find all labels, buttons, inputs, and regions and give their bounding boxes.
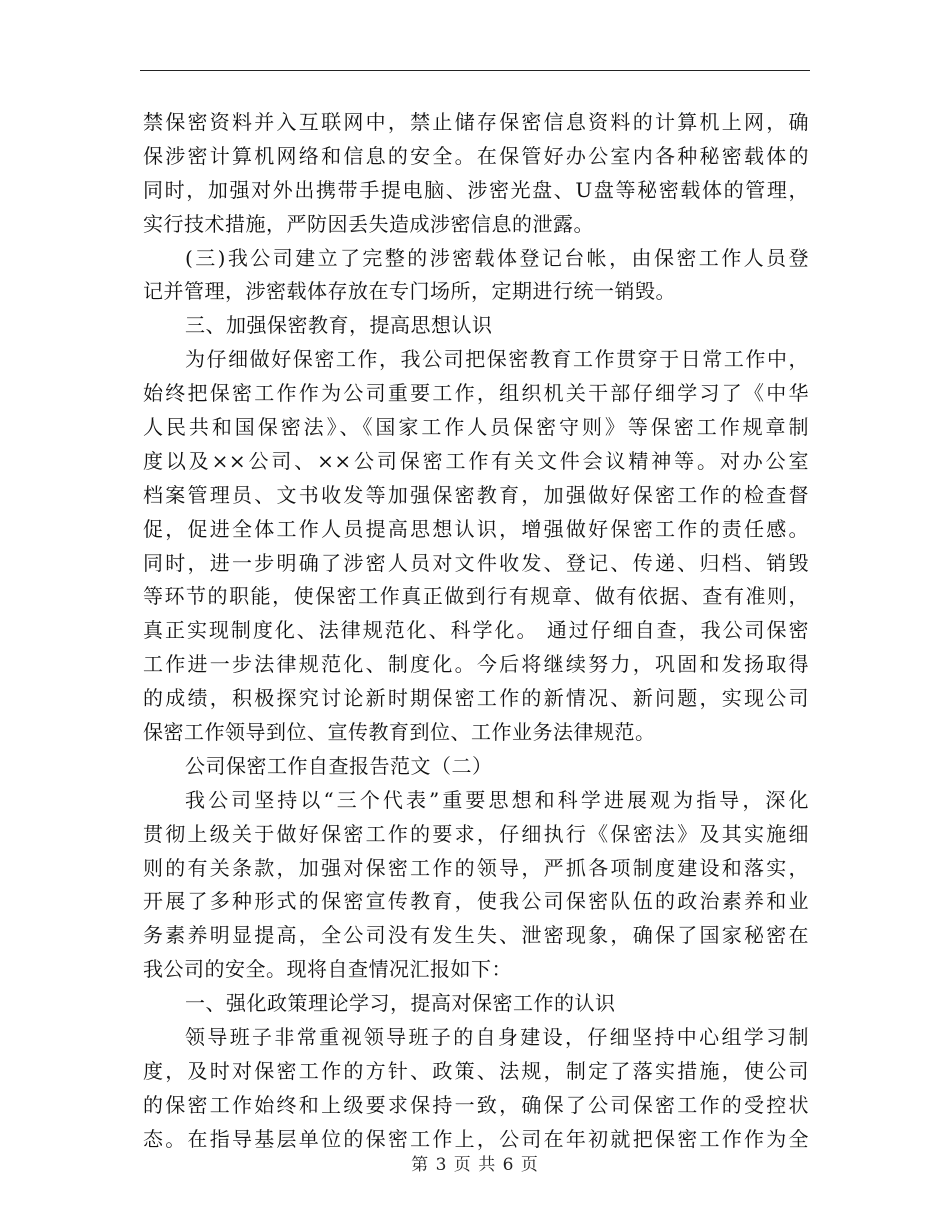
text-line: 实行技术措施，严防因丢失造成涉密信息的泄露。 <box>143 211 594 236</box>
text-line: 务素养明显提高，全公司没有发生失、泄密现象，确保了国家秘密在 <box>143 923 809 948</box>
header-rule <box>140 70 810 71</box>
text-line: 度以及××公司、××公司保密工作有关文件会议精神等。对办公室 <box>143 448 809 473</box>
text-line: 的保密工作始终和上级要求保持一致，确保了公司保密工作的受控状 <box>143 1092 809 1117</box>
text-line: 同时，进一步明确了涉密人员对文件收发、登记、传递、归档、销毁 <box>143 550 809 575</box>
text-line: 态。在指导基层单位的保密工作上，公司在年初就把保密工作作为全 <box>143 1126 809 1151</box>
text-line: 一、强化政策理论学习，提高对保密工作的认识 <box>185 991 616 1016</box>
text-line: 贯彻上级关于做好保密工作的要求，仔细执行《保密法》及其实施细 <box>143 821 809 846</box>
text-line: 我公司的安全。现将自查情况汇报如下： <box>143 957 512 982</box>
text-line: 真正实现制度化、法律规范化、科学化。 通过仔细自查，我公司保密 <box>143 618 809 643</box>
text-line: 度，及时对保密工作的方针、政策、法规，制定了落实措施，使公司 <box>143 1058 809 1083</box>
text-line: 工作进一步法律规范化、制度化。今后将继续努力，巩固和发扬取得 <box>143 652 809 677</box>
text-line: 三、加强保密教育，提高思想认识 <box>185 313 493 338</box>
text-line: 保涉密计算机网络和信息的安全。在保管好办公室内各种秘密载体的 <box>143 143 809 168</box>
text-line: (三)我公司建立了完整的涉密载体登记台帐，由保密工作人员登 <box>185 245 809 270</box>
page-footer: 第 3 页 共 6 页 <box>411 1155 539 1175</box>
text-line: 保密工作领导到位、宣传教育到位、工作业务法律规范。 <box>143 720 656 745</box>
text-line: 我公司坚持以“三个代表”重要思想和科学进展观为指导，深化 <box>185 787 809 812</box>
text-line: 等环节的职能，使保密工作真正做到行有规章、做有依据、查有准则， <box>143 584 809 609</box>
text-line: 同时，加强对外出携带手提电脑、涉密光盘、U盘等秘密载体的管理， <box>143 177 809 202</box>
text-line: 的成绩，积极探究讨论新时期保密工作的新情况、新问题，实现公司 <box>143 686 809 711</box>
text-line: 公司保密工作自查报告范文（二） <box>185 753 493 778</box>
text-line: 促，促进全体工作人员提高思想认识，增强做好保密工作的责任感。 <box>143 516 809 541</box>
text-line: 档案管理员、文书收发等加强保密教育，加强做好保密工作的检查督 <box>143 482 809 507</box>
text-line: 禁保密资料并入互联网中，禁止储存保密信息资料的计算机上网，确 <box>143 110 809 134</box>
text-line: 记并管理，涉密载体存放在专门场所，定期进行统一销毁。 <box>143 279 676 304</box>
text-line: 始终把保密工作作为公司重要工作，组织机关干部仔细学习了《中华 <box>143 381 809 406</box>
text-line: 为仔细做好保密工作，我公司把保密教育工作贯穿于日常工作中， <box>185 347 809 372</box>
document-body <box>143 106 809 1157</box>
text-line: 人民共和国保密法》、《国家工作人员保密守则》等保密工作规章制 <box>143 415 809 440</box>
text-line: 开展了多种形式的保密宣传教育，使我公司保密队伍的政治素养和业 <box>143 889 809 914</box>
text-line: 则的有关条款，加强对保密工作的领导，严抓各项制度建设和落实， <box>143 855 809 880</box>
text-line: 领导班子非常重视领导班子的自身建设，仔细坚持中心组学习制 <box>185 1025 809 1050</box>
